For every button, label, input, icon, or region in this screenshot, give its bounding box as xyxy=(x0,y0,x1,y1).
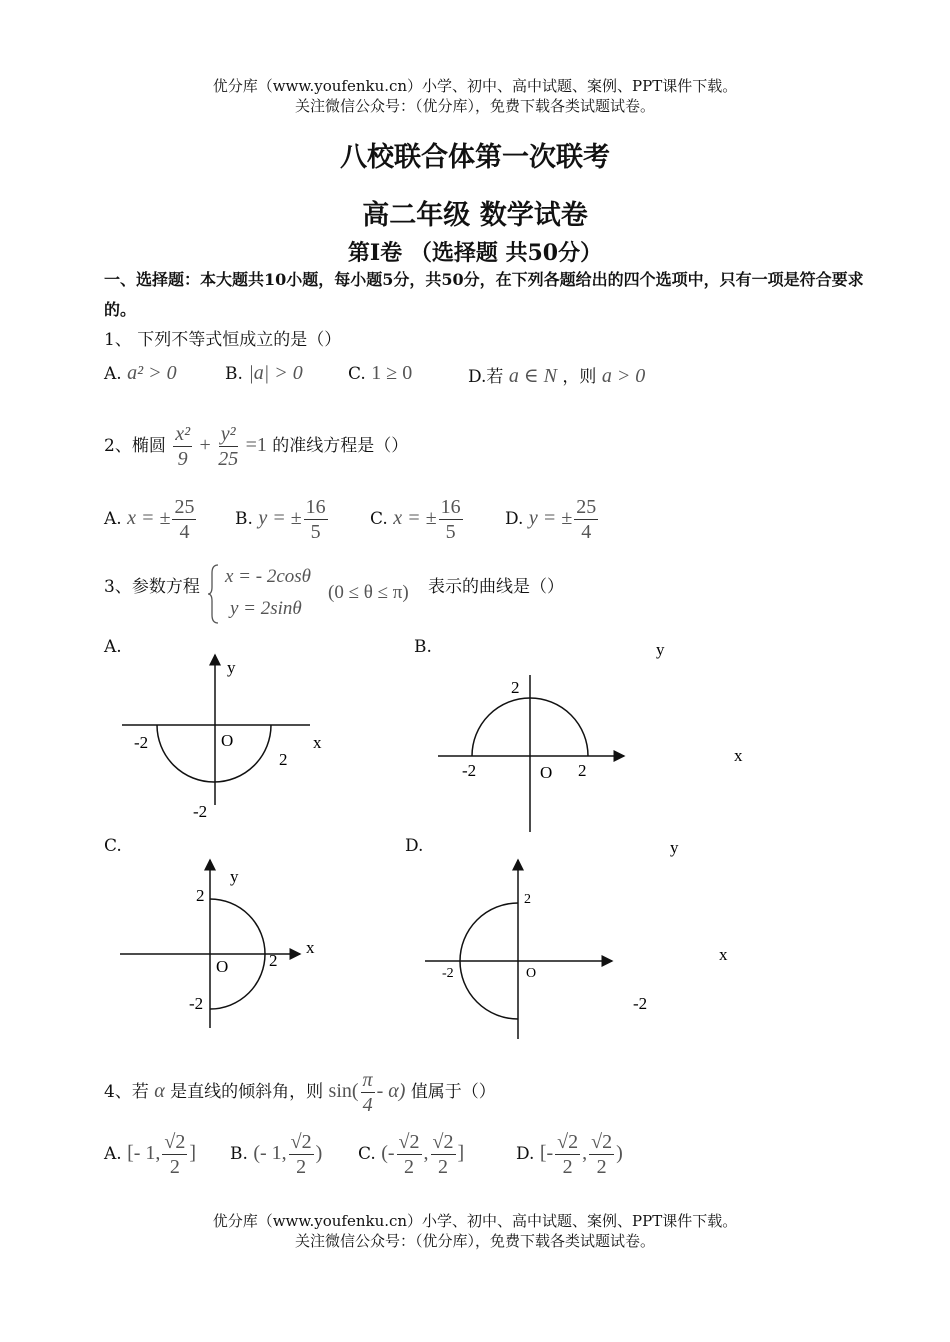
math-expr: a > 0 xyxy=(601,365,646,387)
q4-option-c xyxy=(358,1130,464,1179)
numerator: √2 xyxy=(591,1131,613,1153)
option-label: A. xyxy=(104,1144,122,1164)
numerator: x² xyxy=(175,423,191,445)
graph-a xyxy=(100,645,340,830)
fraction-sqrt2-2 xyxy=(162,1130,187,1179)
tick-label: -2 xyxy=(189,994,204,1013)
math-expr: , xyxy=(423,1142,429,1164)
option-label: A. xyxy=(104,509,122,529)
exam-subtitle: 高二年级 数学试卷 xyxy=(362,200,588,231)
fraction xyxy=(304,495,328,544)
q2-stem xyxy=(104,422,408,471)
numerator: √2 xyxy=(432,1131,454,1153)
x-label: x xyxy=(313,733,322,752)
denominator: 9 xyxy=(177,448,188,470)
tick-label: -2 xyxy=(633,994,648,1013)
fraction-sqrt2-2 xyxy=(397,1130,422,1179)
fraction-y2-25 xyxy=(218,422,238,471)
tick-label: 2 xyxy=(279,750,288,769)
option-label: C. xyxy=(348,364,366,384)
math-expr: a ∈ N xyxy=(508,365,557,387)
stem-text: 是直线的倾斜角，则 xyxy=(170,1082,324,1102)
math-expr: - α) xyxy=(376,1080,406,1102)
stem-text: 4、若 xyxy=(104,1082,149,1102)
q4-option-a xyxy=(104,1130,196,1179)
option-label: B. xyxy=(230,1144,248,1164)
y-label: y xyxy=(227,658,236,677)
numerator: √2 xyxy=(290,1131,312,1153)
math-expr: [- 1, xyxy=(127,1142,161,1164)
denominator: 4 xyxy=(362,1094,373,1116)
x-label: x xyxy=(719,945,728,964)
math-expr: (- xyxy=(381,1142,395,1164)
q1-stem: 1、 下列不等式恒成立的是（） xyxy=(104,330,342,350)
graph-d xyxy=(420,835,760,1045)
math-expr: 1 ≥ 0 xyxy=(371,362,413,384)
param-eq-x: x = - 2cosθ xyxy=(225,566,311,587)
math-expr: |a| > 0 xyxy=(248,362,303,384)
math-expr: ] xyxy=(457,1142,465,1164)
y-label: y xyxy=(670,838,679,857)
numerator: √2 xyxy=(398,1131,420,1153)
numerator: √2 xyxy=(557,1131,579,1153)
footer-line-1: 优分库（www.youfenku.cn）小学、初中、高中试题、案例、PPT课件下载。 xyxy=(212,1212,738,1230)
denominator: 5 xyxy=(445,521,456,543)
origin-label: O xyxy=(526,966,537,981)
math-expr: y = ± xyxy=(258,507,302,529)
math-expr: a² > 0 xyxy=(127,362,177,384)
brace-icon xyxy=(208,563,220,625)
tick-label: 2 xyxy=(578,761,587,780)
param-eq-y: y = 2sinθ xyxy=(230,598,302,619)
option-label: B. xyxy=(235,509,253,529)
param-range: (0 ≤ θ ≤ π) xyxy=(328,582,409,603)
graph-c xyxy=(110,852,330,1032)
section-title: 第Ⅰ卷 （选择题 共50分） xyxy=(347,240,603,266)
fraction xyxy=(439,495,463,544)
q3-stem-suffix: 表示的曲线是（） xyxy=(428,577,564,597)
math-expr: [- xyxy=(539,1142,554,1164)
denominator: 2 xyxy=(438,1156,449,1178)
denominator: 2 xyxy=(562,1156,573,1178)
option-label: C. xyxy=(358,1144,376,1164)
origin-label: O xyxy=(221,731,234,750)
math-expr: y = ± xyxy=(528,507,573,529)
numerator: √2 xyxy=(164,1131,186,1153)
stem-text: 值属于（） xyxy=(410,1082,496,1102)
option-text: ，则 xyxy=(562,367,597,387)
numerator: 25 xyxy=(576,496,597,518)
tick-label: -2 xyxy=(442,966,454,981)
denominator: 25 xyxy=(218,448,239,470)
option-label: D. xyxy=(516,1144,535,1164)
q2-option-d xyxy=(505,495,600,544)
denominator: 2 xyxy=(596,1156,607,1178)
y-label: y xyxy=(656,640,665,659)
option-label: D.若 xyxy=(468,367,504,387)
q3-option-a-label: A. xyxy=(104,637,122,657)
origin-label: O xyxy=(540,763,553,782)
origin-label: O xyxy=(216,957,229,976)
tick-label: 2 xyxy=(511,678,520,697)
numerator: 16 xyxy=(440,496,461,518)
numerator: y² xyxy=(220,423,236,445)
q3-option-c-label: C. xyxy=(104,836,122,856)
fraction-x2-9 xyxy=(173,422,192,471)
math-expr: sin( xyxy=(328,1080,359,1102)
fraction-sqrt2-2 xyxy=(431,1130,456,1179)
option-label: D. xyxy=(505,509,524,529)
numerator: 16 xyxy=(305,496,326,518)
y-label: y xyxy=(230,867,239,886)
option-label: B. xyxy=(225,364,243,384)
option-label: C. xyxy=(370,509,388,529)
denominator: 2 xyxy=(404,1156,415,1178)
q1-option-a xyxy=(104,362,177,385)
q2-option-c xyxy=(370,495,465,544)
q3-stem-prefix: 3、参数方程 xyxy=(104,577,200,597)
q3-option-b-label: B. xyxy=(414,637,432,657)
math-expr: α xyxy=(154,1080,165,1102)
x-label: x xyxy=(734,746,743,765)
tick-label: -2 xyxy=(134,733,149,752)
numerator: π xyxy=(362,1069,373,1091)
math-expr: (- 1, xyxy=(253,1142,287,1164)
fraction-sqrt2-2 xyxy=(589,1130,614,1179)
tick-label: 2 xyxy=(524,892,531,907)
q2-option-b xyxy=(235,495,330,544)
curve xyxy=(157,725,271,782)
tick-label: 2 xyxy=(269,951,278,970)
math-expr: x = ± xyxy=(127,507,171,529)
fraction-sqrt2-2 xyxy=(555,1130,580,1179)
header-line-2: 关注微信公众号：（优分库），免费下载各类试题试卷。 xyxy=(294,97,655,115)
math-expr: x = ± xyxy=(393,507,437,529)
q2-option-a xyxy=(104,495,198,544)
tick-label: 2 xyxy=(196,886,205,905)
denominator: 4 xyxy=(179,521,190,543)
denominator: 2 xyxy=(296,1156,307,1178)
stem-text: 2、椭圆 xyxy=(104,436,166,456)
numerator: 25 xyxy=(174,496,195,518)
stem-text: 的准线方程是（） xyxy=(272,436,409,456)
denominator: 2 xyxy=(169,1156,180,1178)
math-expr: , xyxy=(582,1142,588,1164)
fraction xyxy=(574,495,598,544)
header-line-1: 优分库（www.youfenku.cn）小学、初中、高中试题、案例、PPT课件下载。 xyxy=(212,77,738,95)
graph-b xyxy=(420,640,760,835)
q1-option-c xyxy=(348,362,412,385)
exam-title: 八校联合体第一次联考 xyxy=(340,142,610,173)
fraction-pi-4 xyxy=(361,1068,375,1117)
tick-label: -2 xyxy=(193,802,208,821)
equals-one: =1 xyxy=(245,434,267,456)
denominator: 5 xyxy=(310,521,321,543)
q4-option-d xyxy=(516,1130,623,1179)
q3-option-d-label: D. xyxy=(405,836,424,856)
fraction-sqrt2-2 xyxy=(289,1130,314,1179)
footer-line-2: 关注微信公众号：（优分库），免费下载各类试题试卷。 xyxy=(294,1232,655,1250)
math-expr: ) xyxy=(616,1142,623,1164)
math-expr: ) xyxy=(315,1142,323,1164)
q4-option-b xyxy=(230,1130,322,1179)
q4-stem xyxy=(104,1068,496,1117)
q1-option-d xyxy=(468,362,645,388)
denominator: 4 xyxy=(581,521,592,543)
x-label: x xyxy=(306,938,315,957)
q1-option-b xyxy=(225,362,303,385)
instructions: 一、选择题：本大题共10小题，每小题5分，共50分，在下列各题给出的四个选项中，只有一项是符合要求的。 xyxy=(104,270,864,319)
math-expr: ] xyxy=(189,1142,197,1164)
tick-label: -2 xyxy=(462,761,477,780)
plus-sign: + xyxy=(199,434,211,456)
option-label: A. xyxy=(104,364,122,384)
fraction xyxy=(172,495,196,544)
